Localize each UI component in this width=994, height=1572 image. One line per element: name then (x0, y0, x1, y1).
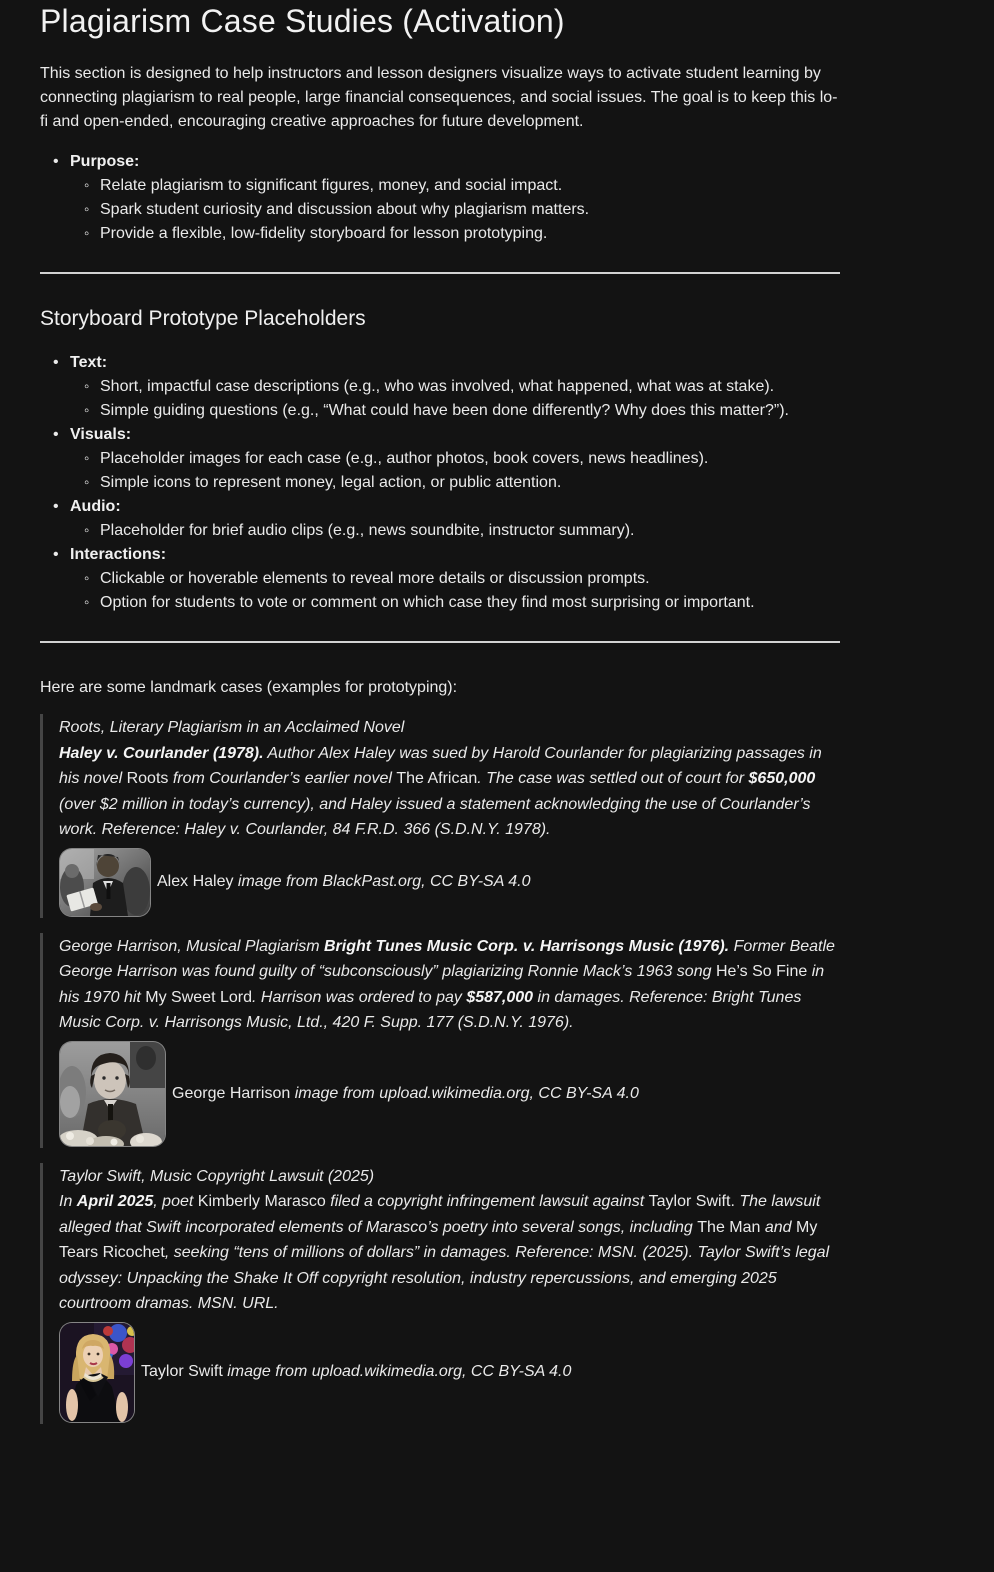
outline-subitem: ◦ Simple guiding questions (e.g., “What could have been done differently? Why does this matter?”). (100, 399, 840, 423)
storyboard-heading: Storyboard Prototype Placeholders (40, 307, 366, 330)
outline-item (70, 495, 840, 543)
text-segment: , seeking “tens of millions of dollars” in damages. Reference: MSN. (2025). Taylor Swift’s legal odyssey: Unpacking the Shake It Off copyright resolution, industry repercussions, and emerging 2025 courtroom dramas. MSN. URL. (59, 1244, 830, 1312)
george-harrison-photo (59, 1041, 166, 1147)
text-segment: filed a copyright infringement lawsuit against (325, 1193, 649, 1210)
photo-caption (157, 870, 530, 894)
photo-caption (172, 1082, 639, 1106)
case-photo-row (59, 1041, 840, 1147)
divider (40, 272, 840, 274)
text-segment: Roots (126, 770, 169, 787)
outline-sublist (70, 519, 840, 543)
text-segment: Bright Tunes Music Corp. v. Harrisongs Music (1976). (323, 937, 730, 955)
outline-item (70, 351, 840, 423)
outline-subitem: ◦ Short, impactful case descriptions (e.g., who was involved, what happened, what was at stake). (100, 375, 840, 399)
outline-label: Audio: (70, 498, 121, 515)
outline-subitem: ◦ Relate plagiarism to significant figures, money, and social impact. (100, 174, 840, 198)
case-photo-row (59, 848, 840, 917)
outline-subitem: ◦ Clickable or hoverable elements to reveal more details or discussion prompts. (100, 567, 840, 591)
photo-caption (141, 1360, 571, 1384)
text-segment: , poet (153, 1193, 198, 1210)
outline-label: Visuals: (70, 426, 132, 443)
text-segment: Haley v. Courlander (1978). (59, 744, 264, 762)
case-swift-blockquote (40, 1163, 840, 1424)
case-haley-blockquote (40, 714, 840, 918)
divider (40, 641, 840, 643)
outline-sublist (70, 375, 840, 423)
text-segment: image from upload.wikimedia.org, CC BY-SA 4.0 (294, 1084, 639, 1102)
text-segment: The lawsuit alleged that Swift incorporated elements of Marasco’s poetry into several songs, including (59, 1193, 821, 1236)
outline-subitem: ◦ Option for students to vote or comment on which case they find most surprising or important. (100, 591, 840, 615)
text-segment: $650,000 (748, 770, 816, 787)
taylor-swift-photo (59, 1322, 135, 1423)
case-photo-row (59, 1322, 840, 1423)
outline-label: Purpose: (70, 153, 140, 170)
text-segment: image from upload.wikimedia.org, CC BY-SA 4.0 (227, 1363, 572, 1380)
outline-subitem: ◦ Spark student curiosity and discussion about why plagiarism matters. (100, 198, 840, 222)
text-segment: April 2025 (76, 1193, 154, 1210)
outline-item (70, 150, 840, 246)
outline-label: Text: (70, 354, 108, 371)
outline-label: Interactions: (70, 546, 167, 563)
text-segment: The African (396, 770, 478, 787)
text-segment: The Man (697, 1218, 761, 1236)
alex-haley-photo (59, 848, 151, 917)
outline-sublist (70, 567, 840, 615)
cases-intro: Here are some landmark cases (examples for prototyping): (40, 679, 458, 696)
outline-subitem: ◦ Provide a flexible, low-fidelity storyboard for lesson prototyping. (100, 222, 840, 246)
case-text (59, 1164, 840, 1317)
intro-paragraph: This section is designed to help instructors and lesson designers visualize ways to activate student learning by connecting plagiarism to real people, large financial consequences, and social issues. The goal is to keep this lo-fi and open-ended, encouraging creative approaches for future development. (40, 65, 838, 130)
text-segment: (over $2 million in today’s currency), and Haley issued a statement acknowledging the use of Courlander’s work. Reference: Haley v. Courlander, 84 F.R.D. 366 (S.D.N.Y. 1978). (59, 795, 811, 838)
text-segment: . Harrison was ordered to pay (252, 988, 467, 1006)
case-text (59, 934, 840, 1036)
case-harrison-blockquote (40, 933, 840, 1148)
text-segment: Former Beatle George Harrison was found guilty of “subconsciously” plagiarizing Ronnie Mack’s 1963 song (59, 937, 835, 980)
text-segment: $587,000 (466, 988, 534, 1006)
outline-sublist (70, 447, 840, 495)
document (40, 0, 840, 1424)
text-segment: Taylor Swift, Music Copyright Lawsuit (2025) (59, 1167, 375, 1185)
page-title: Plagiarism Case Studies (Activation) (40, 3, 565, 39)
text-segment: In (59, 1193, 77, 1210)
outline-item (70, 543, 840, 615)
text-segment: George Harrison, Musical Plagiarism (59, 937, 324, 955)
text-segment: in his 1970 hit (59, 963, 825, 1006)
text-segment: Alex Haley (157, 873, 238, 890)
outline-item (70, 423, 840, 495)
text-segment: from Courlander’s earlier novel (168, 770, 397, 787)
case-text (59, 715, 840, 843)
text-segment: Taylor Swift (141, 1363, 228, 1380)
storyboard-list (40, 351, 840, 615)
text-segment: Author Alex Haley was sued by Harold Courlander for plagiarizing passages in his novel (59, 744, 822, 787)
text-segment: Kimberly Marasco (197, 1193, 326, 1210)
text-segment: George Harrison (172, 1084, 295, 1102)
text-segment: Taylor Swift. (648, 1193, 735, 1210)
text-segment: Roots, Literary Plagiarism in an Acclaimed Novel (59, 719, 405, 736)
outline-subitem: ◦ Placeholder images for each case (e.g., author photos, book covers, news headlines). (100, 447, 840, 471)
text-segment: in damages. Reference: Bright Tunes Music Corp. v. Harrisongs Music, Ltd., 420 F. Supp. 177 (S.D.N.Y. 1976). (59, 988, 802, 1031)
outline-subitem: ◦ Placeholder for brief audio clips (e.g., news soundbite, instructor summary). (100, 519, 840, 543)
purpose-list (40, 150, 840, 246)
text-segment: image from BlackPast.org, CC BY-SA 4.0 (237, 873, 531, 890)
text-segment: . The case was settled out of court for (477, 770, 749, 787)
text-segment: He’s So Fine (715, 963, 808, 980)
text-segment: and (760, 1218, 797, 1236)
outline-subitem: ◦ Simple icons to represent money, legal action, or public attention. (100, 471, 840, 495)
text-segment: My Tears Ricochet (59, 1218, 818, 1261)
text-segment: My Sweet Lord (145, 988, 252, 1006)
outline-sublist (70, 174, 840, 246)
